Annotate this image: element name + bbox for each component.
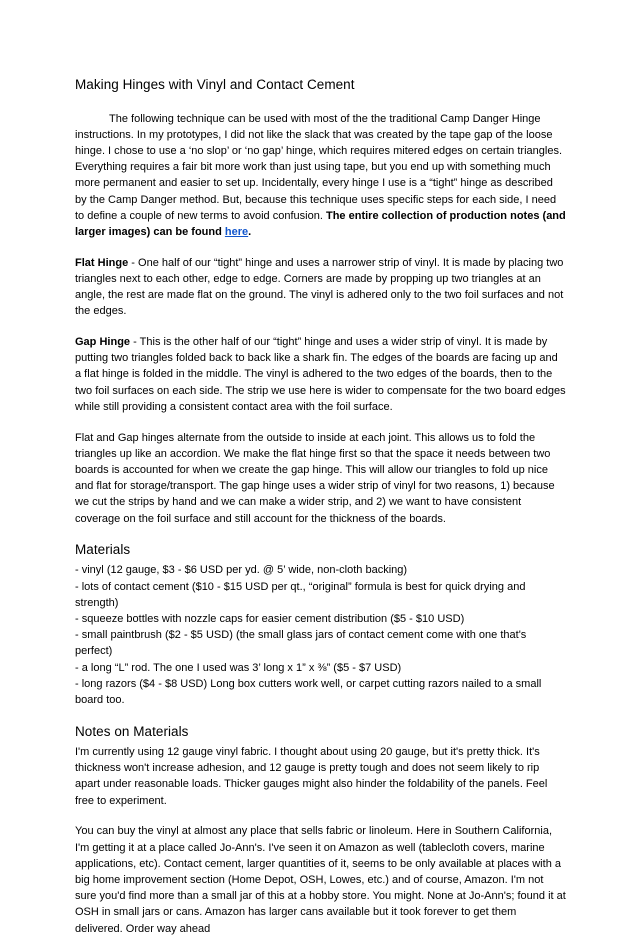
flat-hinge-paragraph	[75, 255, 566, 320]
list-item: - squeeze bottles with nozzle caps for easier cement distribution ($5 - $10 USD)	[75, 613, 465, 626]
intro-paragraph-tail: .	[248, 225, 252, 238]
list-item: - vinyl (12 gauge, $3 - $6 USD per yd. @ 5’ wide, non-cloth backing)	[75, 564, 408, 577]
list-item: - long razors ($4 - $8 USD) Long box cutters work well, or carpet cutting razors nailed to a small board too.	[75, 677, 542, 707]
list-item: - a long “L” rod. The one I used was 3’ long x 1” x ⅜” ($5 - $7 USD)	[75, 661, 402, 674]
materials-list	[75, 562, 566, 708]
notes-paragraph-2: You can buy the vinyl at almost any place that sells fabric or linoleum. Here in Southern California, I'm getting it at a place called Jo-Ann's. I've seen it on Amazon as well (tablecloth covers, marine applications, etc). Contact cement, larger quantities of it, seems to be only available at places with a big home improvement section (Home Depot, OSH, Lowes, etc.) and of course, Amazon. I'm not sure you'd find more than a small jar of this at a hobby store. You might. None at Jo-Ann's; found it at OSH in small jars or cans. Amazon has larger cans available but it took forever to get them delivered. Order way ahead	[75, 825, 566, 935]
gap-hinge-body: - This is the other half of our “tight” hinge and uses a wider strip of vinyl. It is made by putting two triangles folded back to back like a shark fin. The edges of the boards are facing up and a flat hinge is folded in the middle. The vinyl is adhered to the two edges of the boards, then to the two foil surfaces on each side. The strip we use here is wider to compensate for the two board edges while still providing a consistent contact area with the foil surface.	[75, 336, 566, 413]
gap-hinge-label: Gap Hinge	[75, 336, 131, 348]
intro-paragraph	[75, 111, 566, 241]
production-notes-bold-text: The entire collection of production notes (and larger images) can be found	[75, 209, 566, 238]
list-item: - lots of contact cement ($10 - $15 USD per qt., “original” formula is best for quick drying and strength)	[75, 580, 526, 609]
notes-paragraph-1: I'm currently using 12 gauge vinyl fabric. I thought about using 20 gauge, but it's pretty thick. It's thickness won't increase adhesion, and 12 gauge is pretty tough and does not seem likely to rip apart under reasonable loads. Thicker gauges might also hinder the foldability of the panels. Feel free to experiment.	[75, 746, 548, 807]
notes-on-materials-heading: Notes on Materials	[75, 723, 189, 739]
materials-heading: Materials	[75, 542, 131, 558]
flat-hinge-label: Flat Hinge	[75, 256, 129, 269]
page-title: Making Hinges with Vinyl and Contact Cement	[75, 77, 355, 92]
gap-hinge-paragraph	[75, 334, 566, 415]
list-item: - small paintbrush ($2 - $5 USD) (the small glass jars of contact cement come with one that's perfect)	[75, 629, 527, 658]
alternation-paragraph: Flat and Gap hinges alternate from the outside to inside at each joint. This allows us to fold the triangles up like an accordion. We make the flat hinge first so that the space it needs between two boards is accounted for when we create the gap hinge. This will allow our triangles to fold up nice and flat for storage/transport. The gap hinge uses a wider strip of vinyl for two reasons, 1) because we cut the strips by hand and we can make a wider strip, and 2) we want to have consistent coverage on the foil surface and still account for the thickness of the boards.	[75, 431, 555, 525]
flat-hinge-body: - One half of our “tight” hinge and uses a narrower strip of vinyl. It is made by placing two triangles next to each other, edge to edge. Corners are made by propping up two triangles at an angle, the rest are made flat on the ground. The vinyl is adhered only to the two foil surfaces and not the edges.	[75, 256, 564, 318]
production-notes-link[interactable]: here	[224, 225, 249, 238]
intro-paragraph-text: The following technique can be used with most of the the traditional Camp Danger Hinge instructions. In my prototypes, I did not like the slack that was created by the tape gap of the loose hinge. I chose to use a ‘no slop’ or ‘no gap’ hinge, which requires mitered edges on certain triangles. Everything requires a fair bit more work than just using tape, but you end up with something much more permanent and easier to set up. Incidentally, every hinge I use is a “tight” hinge as described by the Camp Danger method. But, because this technique uses specific steps for each side, I need to define a couple of new terms to avoid confusion.	[75, 112, 563, 222]
